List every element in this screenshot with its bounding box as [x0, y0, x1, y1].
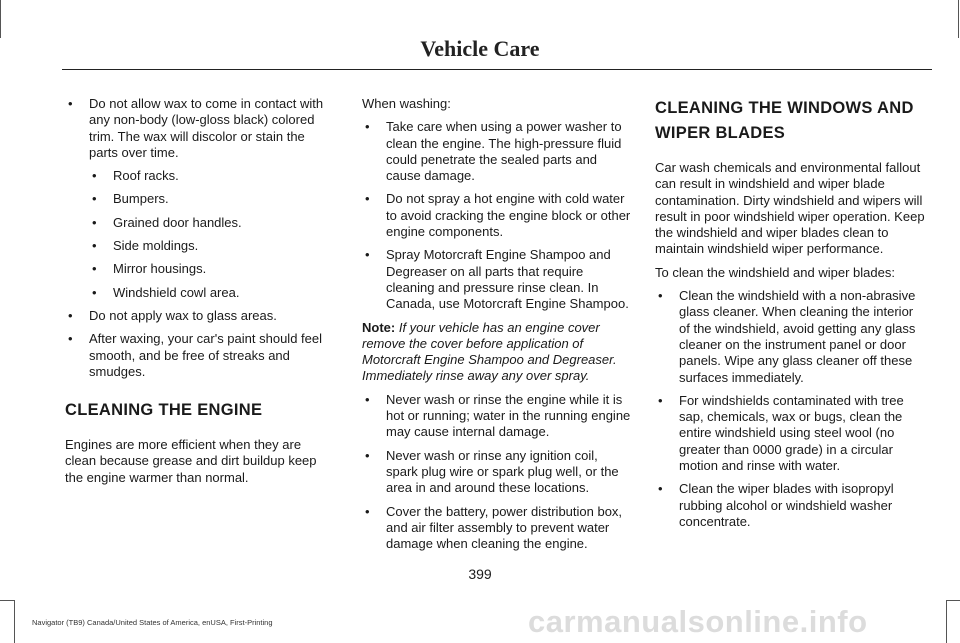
list-item: • Clean the windshield with a non-abrasive glass cleaner. When cleaning the interior of the windshield, avoid getting any glass cleaner on the instrument panel or door panels. Wipe any glass cleaner off these surfaces immediately. — [655, 288, 925, 386]
header-divider — [62, 69, 932, 70]
windshield-bullet-list — [655, 288, 925, 530]
crop-mark — [946, 600, 947, 643]
heading-line: WIPER BLADES — [655, 124, 786, 142]
page-number: 399 — [468, 566, 492, 582]
list-item: • Never wash or rinse the engine while it is hot or running; water in the running engine may cause internal damage. — [362, 392, 632, 441]
wax-bullet-list — [65, 96, 335, 380]
crop-mark — [946, 600, 960, 601]
crop-mark — [0, 0, 1, 38]
list-item: • Cover the battery, power distribution box, and air filter assembly to prevent water damage when cleaning the engine. — [362, 504, 632, 553]
intro-text: When washing: — [362, 96, 451, 111]
heading-line: CLEANING THE WINDOWS AND — [655, 99, 914, 117]
note-label: Note: — [362, 319, 396, 335]
list-item: • Take care when using a power washer to clean the engine. The high-pressure fluid could penetrate the sealed parts and cause damage. — [362, 119, 632, 184]
engine-warning-list — [362, 392, 632, 553]
watermark: carmanualsonline.info — [528, 604, 868, 639]
intro-text: To clean the windshield and wiper blades: — [655, 264, 895, 280]
list-item: • After waxing, your car's paint should feel smooth, and be free of streaks and smudges. — [65, 331, 335, 380]
column-3 — [655, 96, 925, 537]
sub-list-item: • Roof racks. — [89, 168, 335, 184]
paragraph: Engines are more efficient when they are clean because grease and dirt buildup keep the engine warmer than normal. — [65, 437, 317, 485]
note-text: If your vehicle has an engine cover remove the cover before application of Motorcraft Engine Shampoo and Degreaser. Immediately rinse away any over spray. — [362, 319, 617, 384]
washing-bullet-list — [362, 119, 632, 312]
list-item: • Do not spray a hot engine with cold water to avoid cracking the engine block or other engine components. — [362, 191, 632, 240]
list-item — [65, 96, 335, 301]
list-item: • Never wash or rinse any ignition coil, spark plug wire or spark plug well, or the area in and around these locations. — [362, 448, 632, 497]
list-item: • Do not apply wax to glass areas. — [65, 308, 335, 324]
sub-list-item: • Bumpers. — [89, 191, 335, 207]
sub-list-item: • Side moldings. — [89, 238, 335, 254]
section-heading-cleaning-windows — [655, 96, 925, 146]
sub-list-item: • Windshield cowl area. — [89, 285, 335, 301]
wax-trim-sublist — [89, 168, 335, 301]
crop-mark — [0, 600, 14, 601]
page-title: Vehicle Care — [420, 36, 540, 61]
note — [362, 320, 632, 385]
publication-footer: Navigator (TB9) Canada/United States of America, enUSA, First-Printing — [32, 618, 273, 627]
list-item: • Spray Motorcraft Engine Shampoo and Degreaser on all parts that require cleaning and pressure rinse clean. In Canada, use Motorcraft Engine Shampoo. — [362, 247, 632, 312]
list-item-text: Do not allow wax to come in contact with any non-body (low-gloss black) colored trim. The wax will discolor or stain the parts over time. — [89, 96, 324, 160]
paragraph: Car wash chemicals and environmental fallout can result in windshield and wiper blade contamination. Dirty windshield and wipers will result in poor windshield wiper operation. Keep the windshield and wiper blades clean to maintain windshield wiper performance. — [655, 160, 925, 257]
list-item: • For windshields contaminated with tree sap, chemicals, wax or bugs, clean the entire windshield using steel wool (no greater than 0000 grade) in a circular motion and rinse with water. — [655, 393, 925, 474]
crop-mark — [958, 0, 959, 38]
sub-list-item: • Grained door handles. — [89, 215, 335, 231]
crop-mark — [14, 600, 15, 643]
section-heading-cleaning-engine: CLEANING THE ENGINE — [65, 401, 263, 420]
list-item: • Clean the wiper blades with isopropyl rubbing alcohol or windshield washer concentrate. — [655, 481, 925, 530]
sub-list-item: • Mirror housings. — [89, 261, 335, 277]
column-2 — [362, 96, 632, 559]
column-1 — [65, 96, 335, 493]
